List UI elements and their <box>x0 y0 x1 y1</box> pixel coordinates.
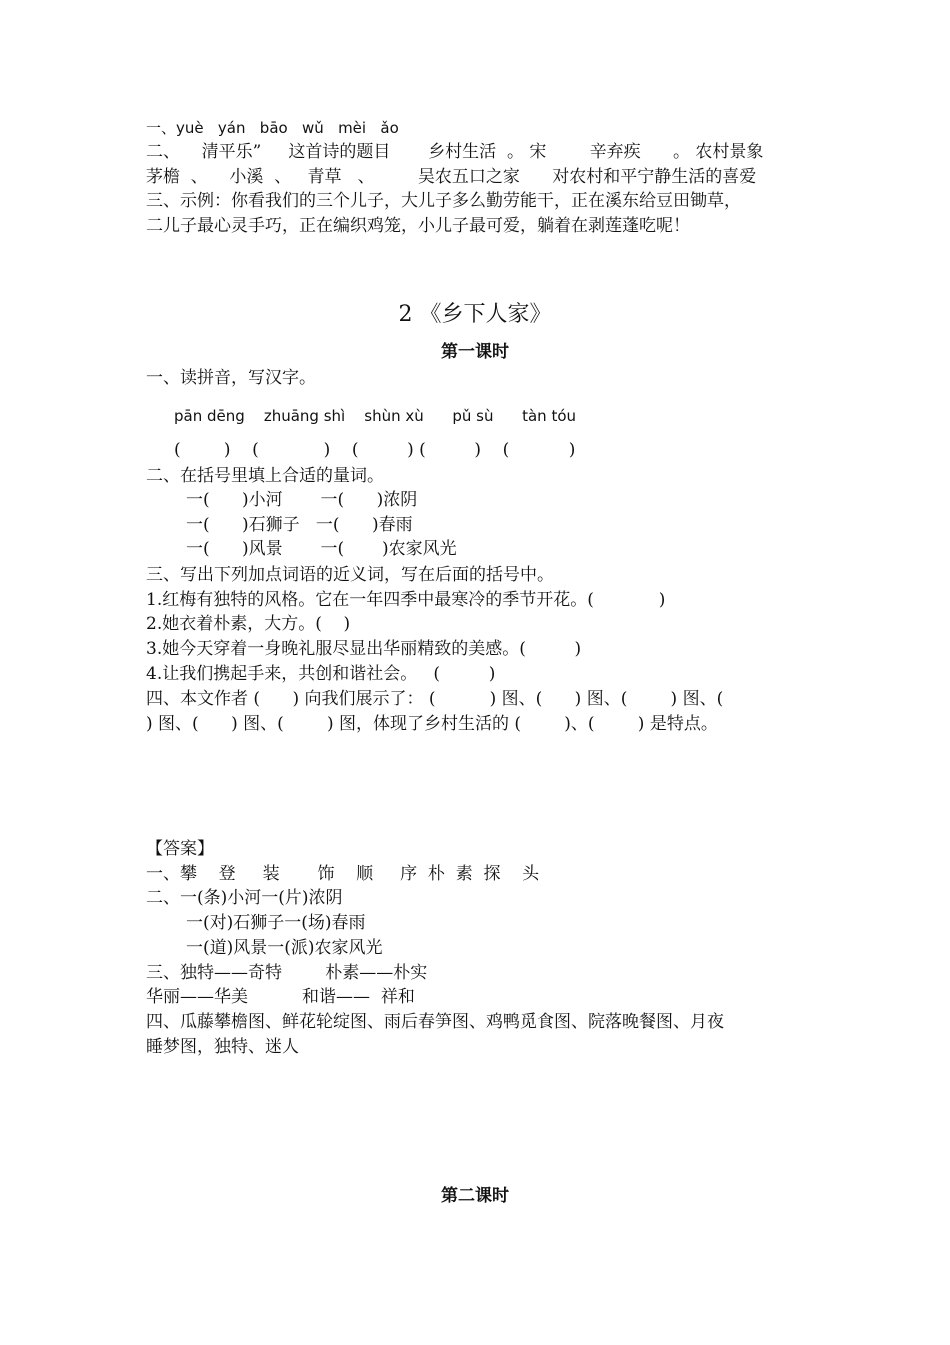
answer-2-line-1: 二、一(条)小河一(片)浓阴 <box>146 888 343 908</box>
q4-line-1: 四、本文作者 ( ) 向我们展示了： ( ) 图、( ) 图、( ) 图、( <box>146 689 724 709</box>
q3-heading: 三、写出下列加点词语的近义词，写在后面的括号中。 <box>146 565 554 585</box>
answers-heading: 【答案】 <box>146 839 214 859</box>
answer-2-line-2: 一(对)石狮子一(场)春雨 <box>186 913 366 933</box>
answer-4-line-2: 睡梦图，独特、迷人 <box>146 1037 299 1057</box>
q3-item-1: 1.红梅有独特的风格。它在一年四季中最寒冷的季节开花。( ) <box>146 590 666 610</box>
lesson-title: 2 《乡下人家》 <box>398 302 552 327</box>
lesson-subtitle-2: 第二课时 <box>441 1186 509 1206</box>
q2-line-1: 一( )小河 一( )浓阴 <box>186 490 418 510</box>
prev-answer-line-5: 二儿子最心灵手巧，正在编织鸡笼，小儿子最可爱，躺着在剥莲蓬吃呢！ <box>146 216 690 236</box>
answer-3-line-2: 华丽——华美 和谐—— 祥和 <box>146 987 415 1007</box>
prev-answer-line-1: 一、yuè yán bāo wǔ mèi ǎo <box>146 119 399 137</box>
q2-line-3: 一( )风景 一( )农家风光 <box>186 539 457 559</box>
q1-pinyin: pān dēng zhuāng shì shùn xù pǔ sù tàn tóu <box>174 407 577 425</box>
lesson-subtitle-1: 第一课时 <box>441 342 509 362</box>
answer-3-line-1: 三、独特——奇特 朴素——朴实 <box>146 963 428 983</box>
prev-answer-line-3: 茅檐 、 小溪 、 青草 、 吴农五口之家 对农村和平宁静生活的喜爱 <box>146 167 757 187</box>
q1-heading: 一、读拼音，写汉字。 <box>146 368 316 388</box>
answer-4-line-1: 四、瓜藤攀檐图、鲜花轮绽图、雨后春笋图、鸡鸭觅食图、院落晚餐图、月夜 <box>146 1012 724 1032</box>
q3-item-3: 3.她今天穿着一身晚礼服尽显出华丽精致的美感。( ) <box>146 639 582 659</box>
q4-line-2: ) 图、( ) 图、( ) 图，体现了乡村生活的 ( )、( ) 是特点。 <box>146 714 718 734</box>
answer-2-line-3: 一(道)风景一(派)农家风光 <box>186 938 383 958</box>
q2-heading: 二、在括号里填上合适的量词。 <box>146 466 384 486</box>
answer-1: 一、攀 登 装 饰 顺 序 朴 素 探 头 <box>146 864 540 884</box>
prev-answer-line-4: 三、示例：你看我们的三个儿子，大儿子多么勤劳能干，正在溪东给豆田锄草， <box>146 191 741 211</box>
q3-item-2: 2.她衣着朴素，大方。( ) <box>146 614 351 634</box>
q1-brackets: ( ) ( ) ( ) ( ) ( ) <box>174 440 576 460</box>
prev-answer-line-2: 二、 清平乐” 这首诗的题目 乡村生活 。 宋 辛弃疾 。 农村景象 <box>146 142 764 162</box>
q2-line-2: 一( )石狮子 一( )春雨 <box>186 515 413 535</box>
q3-item-4: 4.让我们携起手来，共创和谐社会。 ( ) <box>146 664 496 684</box>
